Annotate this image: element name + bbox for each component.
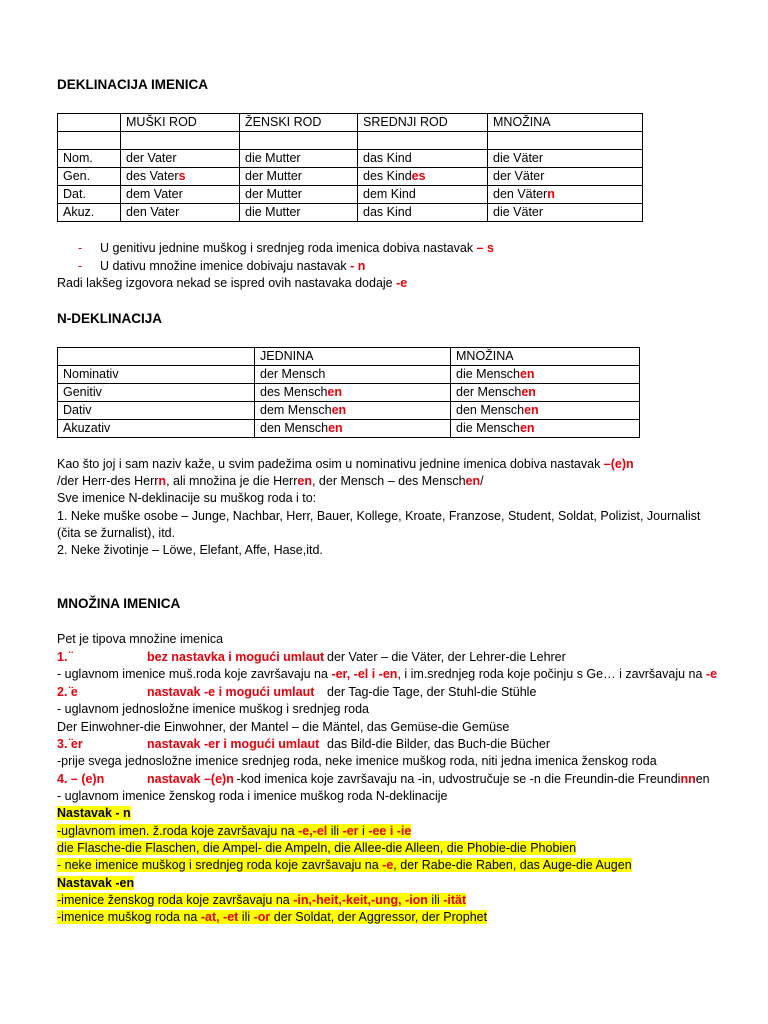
table-cell: dem Vater bbox=[121, 186, 240, 204]
ending-highlight: -at, -et bbox=[200, 910, 239, 924]
table-cell: das Kind bbox=[358, 204, 488, 222]
table-cell bbox=[488, 186, 643, 204]
highlight-heading: Nastavak - n bbox=[57, 806, 131, 820]
table-header-cell: ŽENSKI ROD bbox=[240, 114, 358, 132]
plural-type-2 bbox=[57, 685, 536, 699]
table-cell: Nom. bbox=[58, 150, 121, 168]
highlighted-line bbox=[57, 893, 466, 907]
table-header-row bbox=[58, 114, 643, 132]
plural-type-3 bbox=[57, 737, 550, 751]
type-note: -prije svega jednosložne imenice srednjeg roda, neke imenice muškog roda, niti jedna imenica ženskog roda bbox=[57, 754, 657, 768]
ending-highlight: - n bbox=[350, 259, 366, 273]
paragraph-text: Kao što joj i sam naziv kaže, u svim padežima osim u nominativu jednine imenica dobiva nastavak bbox=[57, 457, 604, 471]
table-cell: die Mutter bbox=[240, 204, 358, 222]
table-header-cell: JEDNINA bbox=[255, 348, 451, 366]
type-description: nastavak -er i mogući umlaut bbox=[147, 737, 320, 751]
type-description: nastavak –(e)n bbox=[147, 772, 234, 786]
ending-highlight: -in,-heit,-keit,-ung, -ion bbox=[293, 893, 428, 907]
table-header-row bbox=[58, 348, 640, 366]
type-note: - uglavnom jednosložne imenice muškog i srednjeg roda bbox=[57, 702, 369, 716]
table-cell: die Mutter bbox=[240, 150, 358, 168]
paragraph: Sve imenice N-deklinacije su muškog roda i to: bbox=[57, 491, 317, 505]
ending-highlight: -er, -el i -en bbox=[331, 667, 398, 681]
table-header-cell: MUŠKI ROD bbox=[121, 114, 240, 132]
bullet-dash: - bbox=[78, 241, 83, 255]
table-cell: Akuz. bbox=[58, 204, 121, 222]
paragraph: 2. Neke životinje – Löwe, Elefant, Affe, Hase,itd. bbox=[57, 543, 323, 557]
ending-highlight: -ee i -ie bbox=[368, 824, 412, 838]
type-description: bez nastavka i mogući umlaut bbox=[147, 650, 325, 664]
highlight-text: die Flasche-die Flaschen, die Ampel- die Ampeln, die Allee-die Alleen, die Phobie-die Phobien bbox=[57, 841, 577, 855]
table-cell: der Vater bbox=[121, 150, 240, 168]
ending-highlight: en bbox=[327, 385, 342, 399]
table-cell: Genitiv bbox=[58, 384, 255, 402]
ending-highlight: en bbox=[465, 474, 481, 488]
type-description: nastavak -e i mogući umlaut bbox=[147, 685, 315, 699]
type-number: 2. ̈e bbox=[57, 685, 78, 699]
table-cell: das Kind bbox=[358, 150, 488, 168]
section-title-plural: MNOŽINA IMENICA bbox=[57, 596, 181, 611]
table-row bbox=[58, 150, 643, 168]
ending-highlight: n bbox=[158, 474, 167, 488]
table-cell: die Väter bbox=[488, 150, 643, 168]
ending-highlight: -e bbox=[705, 667, 718, 681]
table-cell: die Väter bbox=[488, 204, 643, 222]
table-cell: Akuzativ bbox=[58, 420, 255, 438]
note-text: , i im.srednjeg roda koje počinju s Ge… i završavaju na bbox=[397, 667, 706, 681]
table-cell bbox=[255, 402, 451, 420]
table-cell: Dat. bbox=[58, 186, 121, 204]
ending-highlight: en bbox=[297, 474, 312, 488]
ending-highlight: en bbox=[521, 385, 536, 399]
bullet-dative bbox=[78, 259, 365, 273]
table-empty-row bbox=[58, 132, 643, 150]
highlighted-line bbox=[57, 841, 576, 855]
highlight-text: -uglavnom imen. ž.roda koje završavaju na bbox=[57, 824, 299, 838]
ending-highlight: -e,-el bbox=[298, 824, 328, 838]
declension-table bbox=[57, 113, 643, 222]
bullet-text: U genitivu jednine muškog i srednjeg roda imenica dobiva nastavak bbox=[100, 241, 477, 255]
table-cell: Nominativ bbox=[58, 366, 255, 384]
table-row bbox=[58, 366, 640, 384]
section-title-declension: DEKLINACIJA IMENICA bbox=[57, 77, 209, 92]
highlight-text: ili bbox=[327, 824, 343, 838]
table-cell bbox=[451, 366, 640, 384]
highlight-text: ili bbox=[427, 893, 444, 907]
highlight-heading: Nastavak -en bbox=[57, 876, 135, 890]
table-cell bbox=[121, 168, 240, 186]
table-cell bbox=[451, 402, 640, 420]
highlight-text: ili bbox=[238, 910, 254, 924]
note-text: Radi lakšeg izgovora nekad se ispred ovih nastavaka dodaje bbox=[57, 276, 397, 290]
ending-highlight: nn bbox=[680, 772, 696, 786]
paragraph bbox=[57, 474, 484, 488]
cell-text: die Mensch bbox=[456, 421, 520, 435]
type-example: der Tag-die Tage, der Stuhl-die Stühle bbox=[327, 685, 537, 699]
cell-text: den Väter bbox=[493, 187, 548, 201]
table-row bbox=[58, 204, 643, 222]
type-example: en bbox=[695, 772, 710, 786]
n-declension-table bbox=[57, 347, 640, 438]
type-example: -kod imenica koje završavaju na -in, udvostručuje se -n die Freundin-die Freundi bbox=[233, 772, 681, 786]
table-header-cell: SREDNJI ROD bbox=[358, 114, 488, 132]
cell-text: dem Mensch bbox=[260, 403, 332, 417]
table-cell: der Mutter bbox=[240, 168, 358, 186]
ending-highlight: s bbox=[178, 169, 186, 183]
ending-highlight: -e bbox=[396, 276, 408, 290]
table-cell: den Vater bbox=[121, 204, 240, 222]
highlight-text: der Soldat, der Aggressor, der Prophet bbox=[270, 910, 488, 924]
ending-highlight: n bbox=[547, 187, 555, 201]
highlighted-block bbox=[57, 876, 134, 890]
cell-text: den Mensch bbox=[260, 421, 329, 435]
ending-highlight: es bbox=[411, 169, 426, 183]
highlight-text: -imenice muškog roda na bbox=[57, 910, 201, 924]
highlight-text: - neke imenice muškog i srednjeg roda koje završavaju na bbox=[57, 858, 383, 872]
cell-text: die Mensch bbox=[456, 367, 520, 381]
section-title-n-declension: N-DEKLINACIJA bbox=[57, 311, 163, 326]
ending-highlight: en bbox=[519, 421, 535, 435]
table-row bbox=[58, 168, 643, 186]
cell-text: des Kind bbox=[363, 169, 412, 183]
table-cell: der Mensch bbox=[255, 366, 451, 384]
pronunciation-note bbox=[57, 276, 407, 290]
ending-highlight: –(e)n bbox=[603, 457, 634, 471]
type-number: 1. ̈ bbox=[57, 650, 71, 664]
cell-text: der Mensch bbox=[456, 385, 522, 399]
paragraph-text: , ali množina je die Herr bbox=[166, 474, 298, 488]
highlight-text: , der Rabe-die Raben, das Auge-die Augen bbox=[393, 858, 632, 872]
bullet-text: U dativu množine imenice dobivaju nastavak bbox=[100, 259, 351, 273]
table-cell: Gen. bbox=[58, 168, 121, 186]
note-text: - uglavnom imenice muš.roda koje završavaju na bbox=[57, 667, 332, 681]
cell-text: des Vater bbox=[126, 169, 179, 183]
ending-highlight: -e bbox=[382, 858, 394, 872]
table-cell: Dativ bbox=[58, 402, 255, 420]
type-note: - uglavnom imenice ženskog roda i imenice muškog roda N-deklinacije bbox=[57, 789, 448, 803]
type-note: Der Einwohner-die Einwohner, der Mantel – die Mäntel, das Gemüse-die Gemüse bbox=[57, 720, 510, 734]
bullet-genitive bbox=[78, 241, 494, 255]
bullet-dash: - bbox=[78, 259, 83, 273]
highlighted-line bbox=[57, 824, 411, 838]
ending-highlight: en bbox=[331, 403, 347, 417]
highlighted-line bbox=[57, 858, 632, 872]
ending-highlight: – s bbox=[476, 241, 494, 255]
table-cell bbox=[451, 420, 640, 438]
table-cell bbox=[255, 420, 451, 438]
ending-highlight: -ität bbox=[443, 893, 467, 907]
paragraph-text: /der Herr-des Herr bbox=[57, 474, 159, 488]
ending-highlight: en bbox=[519, 367, 535, 381]
highlight-text: i bbox=[358, 824, 369, 838]
paragraph-text: / bbox=[480, 474, 484, 488]
table-cell: dem Kind bbox=[358, 186, 488, 204]
paragraph: 1. Neke muške osobe – Junge, Nachbar, Herr, Bauer, Kollege, Kroate, Franzose, Student, Soldat, Polizist, Journalist bbox=[57, 509, 701, 523]
ending-highlight: -er bbox=[342, 824, 359, 838]
table-header-cell bbox=[58, 114, 121, 132]
type-example: das Bild-die Bilder, das Buch-die Bücher bbox=[327, 737, 551, 751]
table-cell: der Mutter bbox=[240, 186, 358, 204]
table-row bbox=[58, 384, 640, 402]
plural-type-4 bbox=[57, 772, 710, 786]
cell-text: des Mensch bbox=[260, 385, 328, 399]
table-header-cell: MNOŽINA bbox=[451, 348, 640, 366]
table-cell bbox=[358, 168, 488, 186]
type-note bbox=[57, 667, 717, 681]
paragraph-text: , der Mensch – des Mensch bbox=[311, 474, 466, 488]
table-cell: der Väter bbox=[488, 168, 643, 186]
table-cell bbox=[255, 384, 451, 402]
plural-type-1 bbox=[57, 650, 566, 664]
type-number: 3. ̈er bbox=[57, 737, 83, 751]
table-header-cell: MNOŽINA bbox=[488, 114, 643, 132]
type-example: der Vater – die Väter, der Lehrer-die Lehrer bbox=[327, 650, 566, 664]
table-cell bbox=[451, 384, 640, 402]
type-number: 4. – (e)n bbox=[57, 772, 105, 786]
ending-highlight: en bbox=[328, 421, 343, 435]
table-header-cell bbox=[58, 348, 255, 366]
ending-highlight: en bbox=[524, 403, 539, 417]
cell-text: den Mensch bbox=[456, 403, 525, 417]
table-row bbox=[58, 402, 640, 420]
ending-highlight: -or bbox=[253, 910, 271, 924]
paragraph: Pet je tipova množine imenica bbox=[57, 632, 224, 646]
table-row bbox=[58, 186, 643, 204]
paragraph bbox=[57, 457, 634, 471]
table-row bbox=[58, 420, 640, 438]
highlighted-line bbox=[57, 910, 487, 924]
highlighted-block bbox=[57, 806, 131, 820]
paragraph: (čita se žurnalist), itd. bbox=[57, 526, 176, 540]
highlight-text: -imenice ženskog roda koje završavaju na bbox=[57, 893, 294, 907]
